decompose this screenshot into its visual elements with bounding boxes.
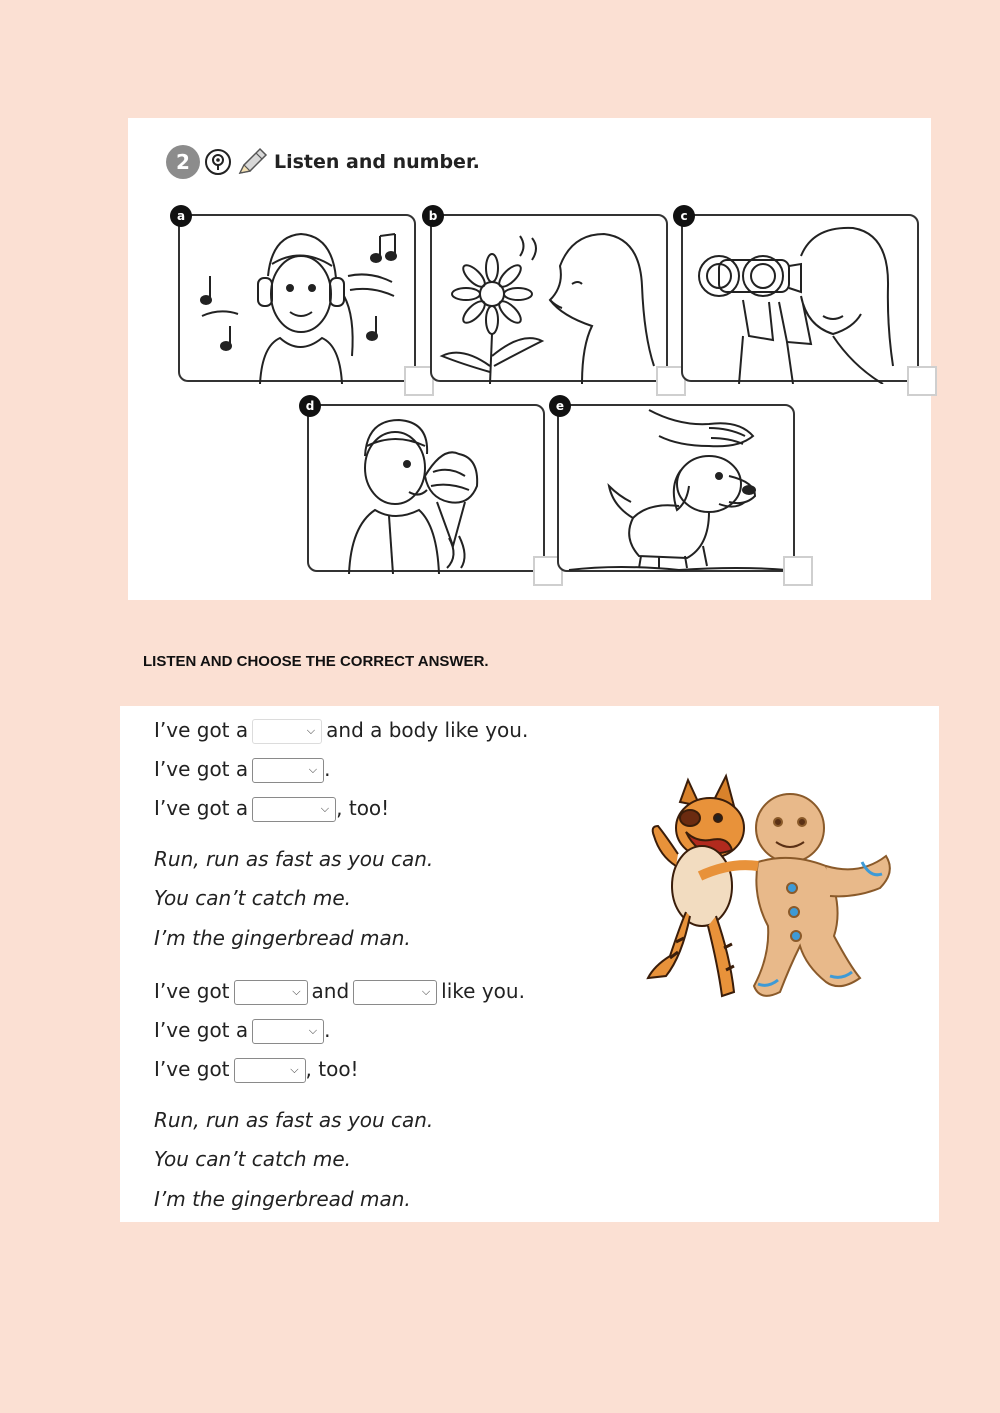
girl-binoculars-illustration <box>683 216 921 384</box>
chorus1-line1: Run, run as fast as you can. <box>154 847 434 871</box>
verse1-line2 <box>154 755 331 783</box>
line-text: . <box>324 757 331 781</box>
picture-b-flower <box>428 209 668 382</box>
line-text: and <box>311 979 350 1003</box>
line-text: I’ve got <box>154 1057 230 1081</box>
line-text: , too! <box>336 796 390 820</box>
chevron-down-icon: ⌵ <box>308 763 318 776</box>
chorus2-line3: I’m the gingerbread man. <box>154 1187 411 1211</box>
line-text: I’ve got a <box>154 718 249 742</box>
answer-dropdown-4[interactable] <box>234 980 308 1005</box>
answer-dropdown-3[interactable] <box>252 797 336 822</box>
chorus2-line1: Run, run as fast as you can. <box>154 1108 434 1132</box>
pencil-icon <box>236 147 268 177</box>
line-text: I’ve got a <box>154 796 249 820</box>
chorus2-line2: You can’t catch me. <box>154 1147 352 1171</box>
exercise-title: Listen and number. <box>274 151 480 173</box>
line-text: I’ve got <box>154 979 230 1003</box>
picture-letter: d <box>299 395 321 417</box>
answer-dropdown-1[interactable] <box>252 719 322 744</box>
picture-e-dog <box>555 399 795 572</box>
audio-icon <box>204 148 232 176</box>
picture-d-ice-cream <box>305 399 545 572</box>
hand-petting-dog-illustration <box>559 406 797 574</box>
line-text: like you. <box>441 979 525 1003</box>
answer-dropdown-2[interactable] <box>252 758 324 783</box>
picture-letter: c <box>673 205 695 227</box>
verse2-line2 <box>154 1016 331 1044</box>
line-text: , too! <box>305 1057 359 1081</box>
boy-ice-cream-illustration <box>309 406 547 574</box>
chevron-down-icon: ⌵ <box>320 802 330 815</box>
answer-dropdown-7[interactable] <box>234 1058 306 1083</box>
line-text: and a body like you. <box>326 718 529 742</box>
verse2-line1 <box>154 977 525 1005</box>
girl-flower-illustration <box>432 216 670 384</box>
line-text: . <box>324 1018 331 1042</box>
verse1-line1 <box>154 716 528 744</box>
picture-letter: a <box>170 205 192 227</box>
answer-dropdown-5[interactable] <box>353 980 437 1005</box>
gingerbread-song-panel <box>120 706 939 1222</box>
verse2-line3 <box>154 1055 359 1083</box>
listen-and-number-exercise <box>128 118 931 600</box>
chevron-down-icon: ⌵ <box>290 1063 299 1076</box>
picture-letter: e <box>549 395 571 417</box>
line-text: I’ve got a <box>154 757 249 781</box>
picture-letter: b <box>422 205 444 227</box>
chevron-down-icon: ⌵ <box>308 1024 318 1037</box>
answer-box-e[interactable] <box>783 556 813 586</box>
answer-dropdown-6[interactable] <box>252 1019 324 1044</box>
chevron-down-icon: ⌵ <box>306 724 316 737</box>
verse1-line3 <box>154 794 389 822</box>
exercise-header <box>166 144 480 180</box>
girl-headphones-illustration <box>180 216 418 384</box>
chevron-down-icon: ⌵ <box>421 985 431 998</box>
answer-box-c[interactable] <box>907 366 937 396</box>
instruction-heading: LISTEN AND CHOOSE THE CORRECT ANSWER. <box>143 653 489 670</box>
picture-c-binoculars <box>680 209 919 382</box>
chevron-down-icon: ⌵ <box>292 985 301 998</box>
gingerbread-man-and-tiger-illustration <box>630 766 900 1016</box>
picture-a-headphones <box>176 209 416 382</box>
line-text: I’ve got a <box>154 1018 249 1042</box>
chorus1-line2: You can’t catch me. <box>154 886 352 910</box>
exercise-number-badge: 2 <box>166 145 200 179</box>
chorus1-line3: I’m the gingerbread man. <box>154 926 411 950</box>
